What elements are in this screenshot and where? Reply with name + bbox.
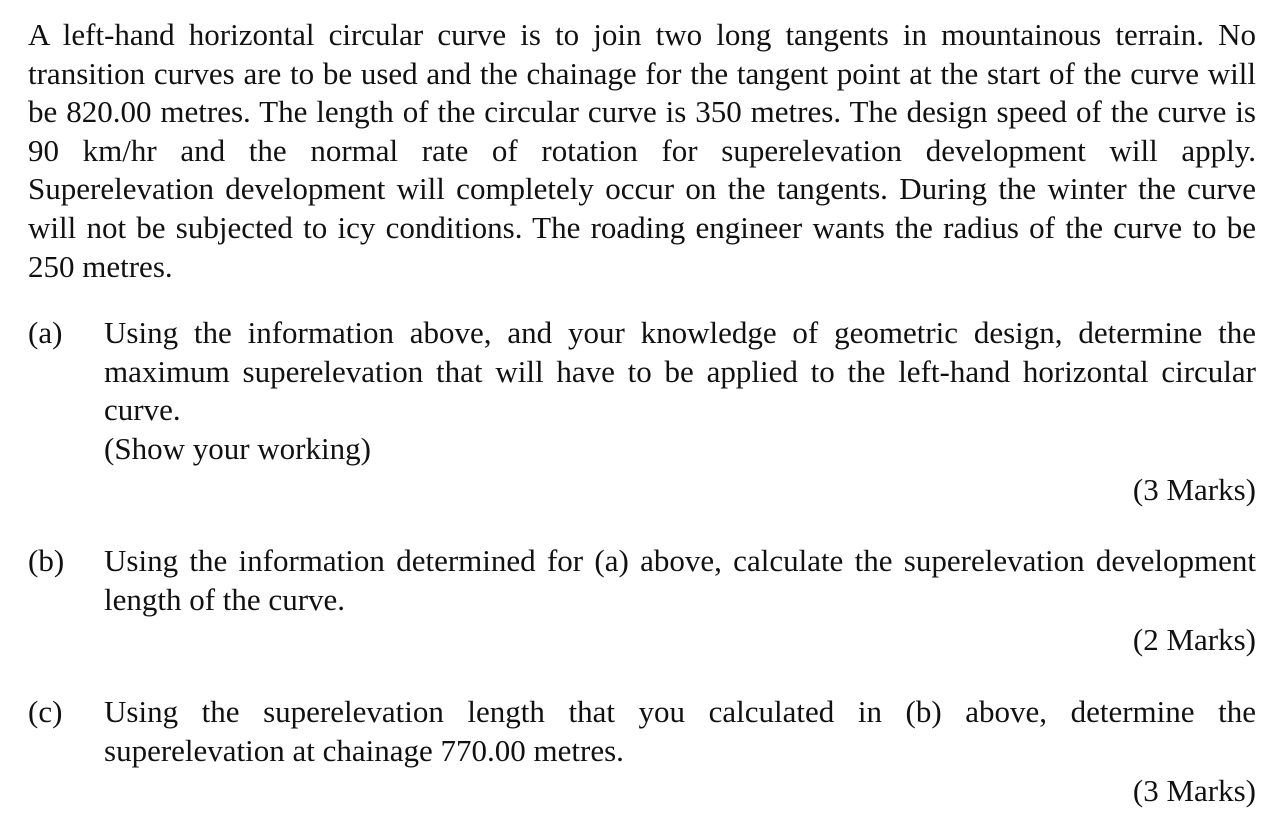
- question-a-text: Using the information above, and your knowledge of geometric design, determine the maximum superelevation that will have to be applied to the left-hand horizontal circular curve.: [104, 315, 1256, 428]
- question-c-text: Using the superelevation length that you calculated in (b) above, determine the superelevation at chainage 770.00 metres.: [104, 693, 1256, 768]
- question-b-text: Using the information determined for (a) above, calculate the superelevation development length of the curve.: [104, 543, 1256, 617]
- question-a-note: (Show your working): [104, 430, 371, 466]
- problem-statement: A left-hand horizontal circular curve is to join two long tangents in mountainous terrain. No transition curves are to be used and the chainage for the tangent point at the start of the curve will be 820.00 metres. The length of the circular curve is 350 metres. The design speed of the curve is 90 km/hr and the normal rate of rotation for superelevation development will apply. Superelevation development will completely occur on the tangents. During the winter the curve will not be subjected to icy conditions. The roading engineer wants the radius of the curve to be 250 metres.: [28, 17, 1256, 284]
- exam-question-page: [28, 16, 1256, 811]
- question-c-marks: (3 Marks): [1132, 773, 1256, 809]
- question-c: [28, 693, 1256, 811]
- question-b: [28, 542, 1256, 660]
- question-c-label: (c): [28, 693, 63, 729]
- question-a-marks: (3 Marks): [1132, 471, 1256, 507]
- question-b-label: (b): [28, 543, 65, 579]
- question-b-marks: (2 Marks): [1132, 622, 1256, 658]
- question-a-label: (a): [28, 315, 63, 351]
- question-a: [28, 314, 1256, 509]
